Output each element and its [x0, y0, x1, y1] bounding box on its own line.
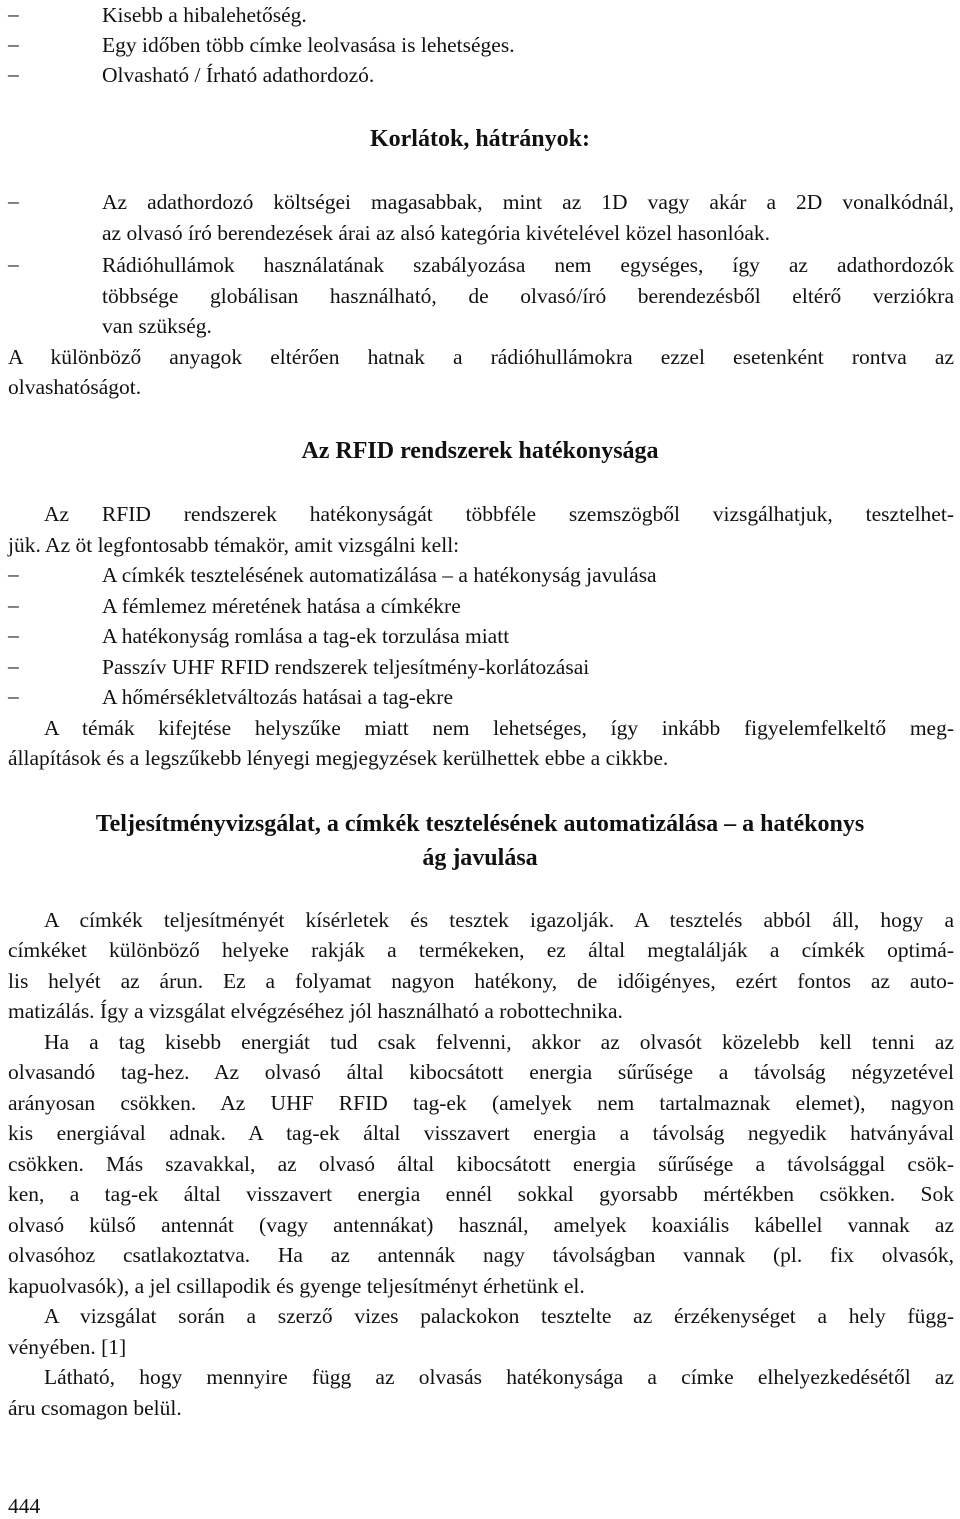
list-dash: – — [8, 593, 19, 617]
list-dash: – — [8, 2, 19, 26]
list-item: Kisebb a hibalehetőség. — [102, 3, 307, 27]
paragraph-line: csökken. Más szavakkal, az olvasó által kibocsátott energia sűrűsége a távolsággal csök- — [8, 1152, 954, 1176]
list-item-line: Az adathordozó költségei magasabbak, mint az 1D vagy akár a 2D vonalkódnál, — [102, 190, 954, 214]
list-dash: – — [8, 654, 19, 678]
list-item: Passzív UHF RFID rendszerek teljesítmény-korlátozásai — [102, 655, 590, 679]
paragraph-line: A különböző anyagok eltérően hatnak a rádióhullámokra ezzel esetenként rontva az — [8, 345, 954, 369]
paragraph-line: olvasó külső antennát (vagy antennákat) használ, amelyek koaxiális kábellel vannak az — [8, 1213, 954, 1237]
paragraph-line: matizálás. Így a vizsgálat elvégzéséhez jól használható a robottechnika. — [8, 999, 623, 1023]
paragraph-line: ken, a tag-ek által visszavert energia ennél sokkal gyorsabb mértékben csökken. Sok — [8, 1182, 954, 1206]
list-item: Olvasható / Írható adathordozó. — [102, 63, 375, 87]
paragraph-line: kis energiával adnak. A tag-ek által visszavert energia a távolság negyedik hatványával — [8, 1121, 954, 1145]
list-item: Egy időben több címke leolvasása is lehetséges. — [102, 33, 515, 57]
list-item: A fémlemez méretének hatása a címkékre — [102, 594, 461, 618]
section-heading-performance-cont: ág javulása — [422, 845, 538, 871]
paragraph-line: A vizsgálat során a szerző vizes palackokon tesztelte az érzékenységet a hely függ- — [44, 1304, 954, 1328]
page-number: 444 — [8, 1494, 41, 1518]
paragraph-line: arányosan csökken. Az UHF RFID tag-ek (amelyek nem tartalmaznak elemet), nagyon — [8, 1091, 954, 1115]
list-dash: – — [8, 562, 19, 586]
paragraph-line: A címkék teljesítményét kísérletek és tesztek igazolják. A tesztelés abból áll, hogy a — [44, 908, 954, 932]
list-dash: – — [8, 623, 19, 647]
list-item-line: Rádióhullámok használatának szabályozása nem egységes, így az adathordozók — [102, 253, 954, 277]
list-item: A címkék tesztelésének automatizálása – a hatékonyság javulása — [102, 563, 657, 587]
list-dash: – — [8, 189, 19, 213]
list-dash: – — [8, 684, 19, 708]
list-item-line: az olvasó író berendezések árai az alsó kategória kivételével közel hasonlóak. — [102, 221, 770, 245]
paragraph-line: olvashatóságot. — [8, 375, 142, 399]
section-heading-limitations: Korlátok, hátrányok: — [369, 126, 590, 152]
list-dash: – — [8, 252, 19, 276]
list-item: A hőmérsékletváltozás hatásai a tag-ekre — [102, 685, 454, 709]
list-item-line: többsége globálisan használható, de olvasó/író berendezésből eltérő verziókra — [102, 284, 954, 308]
list-item-line: van szükség. — [102, 314, 212, 338]
paragraph-line: olvasandó tag-hez. Az olvasó által kibocsátott energia sűrűsége a távolság négyzetével — [8, 1060, 954, 1084]
paragraph-line: vényében. [1] — [8, 1335, 127, 1359]
paragraph-line: Az RFID rendszerek hatékonyságát többféle szemszögből vizsgálhatjuk, tesztelhet- — [44, 502, 954, 526]
paragraph-line: Ha a tag kisebb energiát tud csak felvenni, akkor az olvasót közelebb kell tenni az — [44, 1030, 954, 1054]
list-item: A hatékonyság romlása a tag-ek torzulása miatt — [102, 624, 510, 648]
section-heading-performance: Teljesítményvizsgálat, a címkék tesztelésének automatizálása – a hatékonys — [95, 811, 865, 837]
paragraph-line: címkéket különböző helyeke rakják a termékeken, ez által megtalálják a címkék optimá- — [8, 938, 954, 962]
paragraph-line: állapítások és a legszűkebb lényegi megjegyzések kerülhettek ebbe a cikkbe. — [8, 746, 669, 770]
paragraph-line: kapuolvasók), a jel csillapodik és gyenge teljesítményt érhetünk el. — [8, 1274, 585, 1298]
paragraph-line: olvasóhoz csatlakoztatva. Ha az antennák nagy távolságban vannak (pl. fix olvasók, — [8, 1243, 954, 1267]
paragraph-line: lis helyét az árun. Ez a folyamat nagyon hatékony, de időigényes, ezért fontos az auto- — [8, 969, 954, 993]
paragraph-line: A témák kifejtése helyszűke miatt nem lehetséges, így inkább figyelemfelkeltő meg- — [44, 716, 954, 740]
paragraph-line: jük. Az öt legfontosabb témakör, amit vizsgálni kell: — [8, 533, 460, 557]
paragraph-line: áru csomagon belül. — [8, 1396, 182, 1420]
section-heading-rfid-efficiency: Az RFID rendszerek hatékonysága — [301, 438, 659, 464]
list-dash: – — [8, 62, 19, 86]
list-dash: – — [8, 32, 19, 56]
paragraph-line: Látható, hogy mennyire függ az olvasás hatékonysága a címke elhelyezkedésétől az — [44, 1365, 954, 1389]
